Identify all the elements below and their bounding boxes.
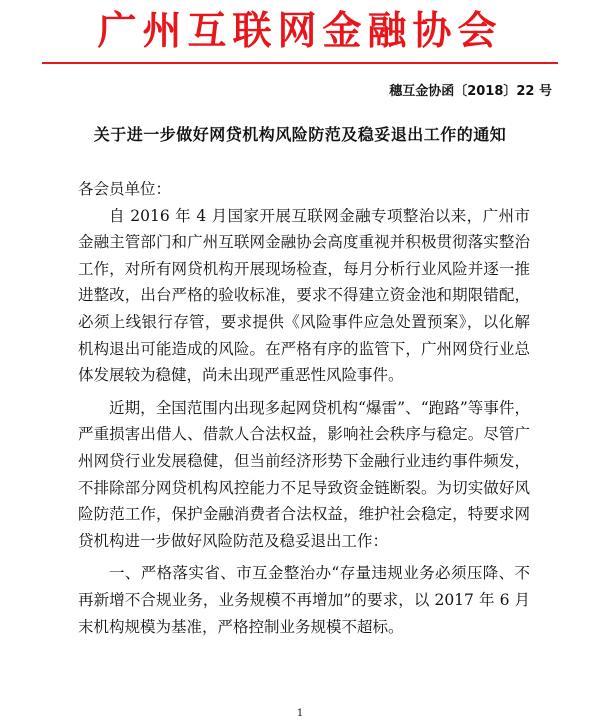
salutation: 各会员单位： <box>78 180 172 198</box>
paragraph-2: 近期，全国范围内出现多起网贷机构“爆雷”、“跑路”等事件，严重损害出借人、借款人合法权益，影响社会秩序与稳定。尽管广州网贷行业发展稳健，但当前经济形势下金融行业违约事件频发，不排除部分网贷机构风控能力不足导致资金链断裂。为切实做好风险防范工作，保护金融消费者合法权益，维护社会稳定，特要求网贷机构进一步做好风险防范及稳妥退出工作： <box>78 398 530 550</box>
letterhead-org-name: 广州互联网金融协会 <box>97 8 503 54</box>
document-number: 穗互金协函〔2018〕22 号 <box>389 84 552 99</box>
document-title: 关于进一步做好网贷机构风险防范及稳妥退出工作的通知 <box>93 125 507 144</box>
paragraph-3: 一、严格落实省、市互金整治办“存量违规业务必须压降、不再新增不合规业务，业务规模不再增加”的要求，以 2017 年 6 月末机构规模为基准，严格控制业务规模不超标。 <box>78 564 530 636</box>
page-number: 1 <box>296 708 304 719</box>
document-body <box>78 176 530 646</box>
paragraph-1: 自 2016 年 4 月国家开展互联网金融专项整治以来，广州市金融主管部门和广州互联网金融协会高度重视并积极贯彻落实整治工作，对所有网贷机构开展现场检查，每月分析行业风险并逐一推进整改，出台严格的验收标准，要求不得建立资金池和期限错配，必须上线银行存管，要求提供《风险事件应急处置预案》，以化解机构退出可能造成的风险。在严格有序的监管下，广州网贷行业总体发展较为稳健，尚未出现严重恶性风险事件。 <box>78 206 530 385</box>
letterhead-divider <box>42 62 558 64</box>
